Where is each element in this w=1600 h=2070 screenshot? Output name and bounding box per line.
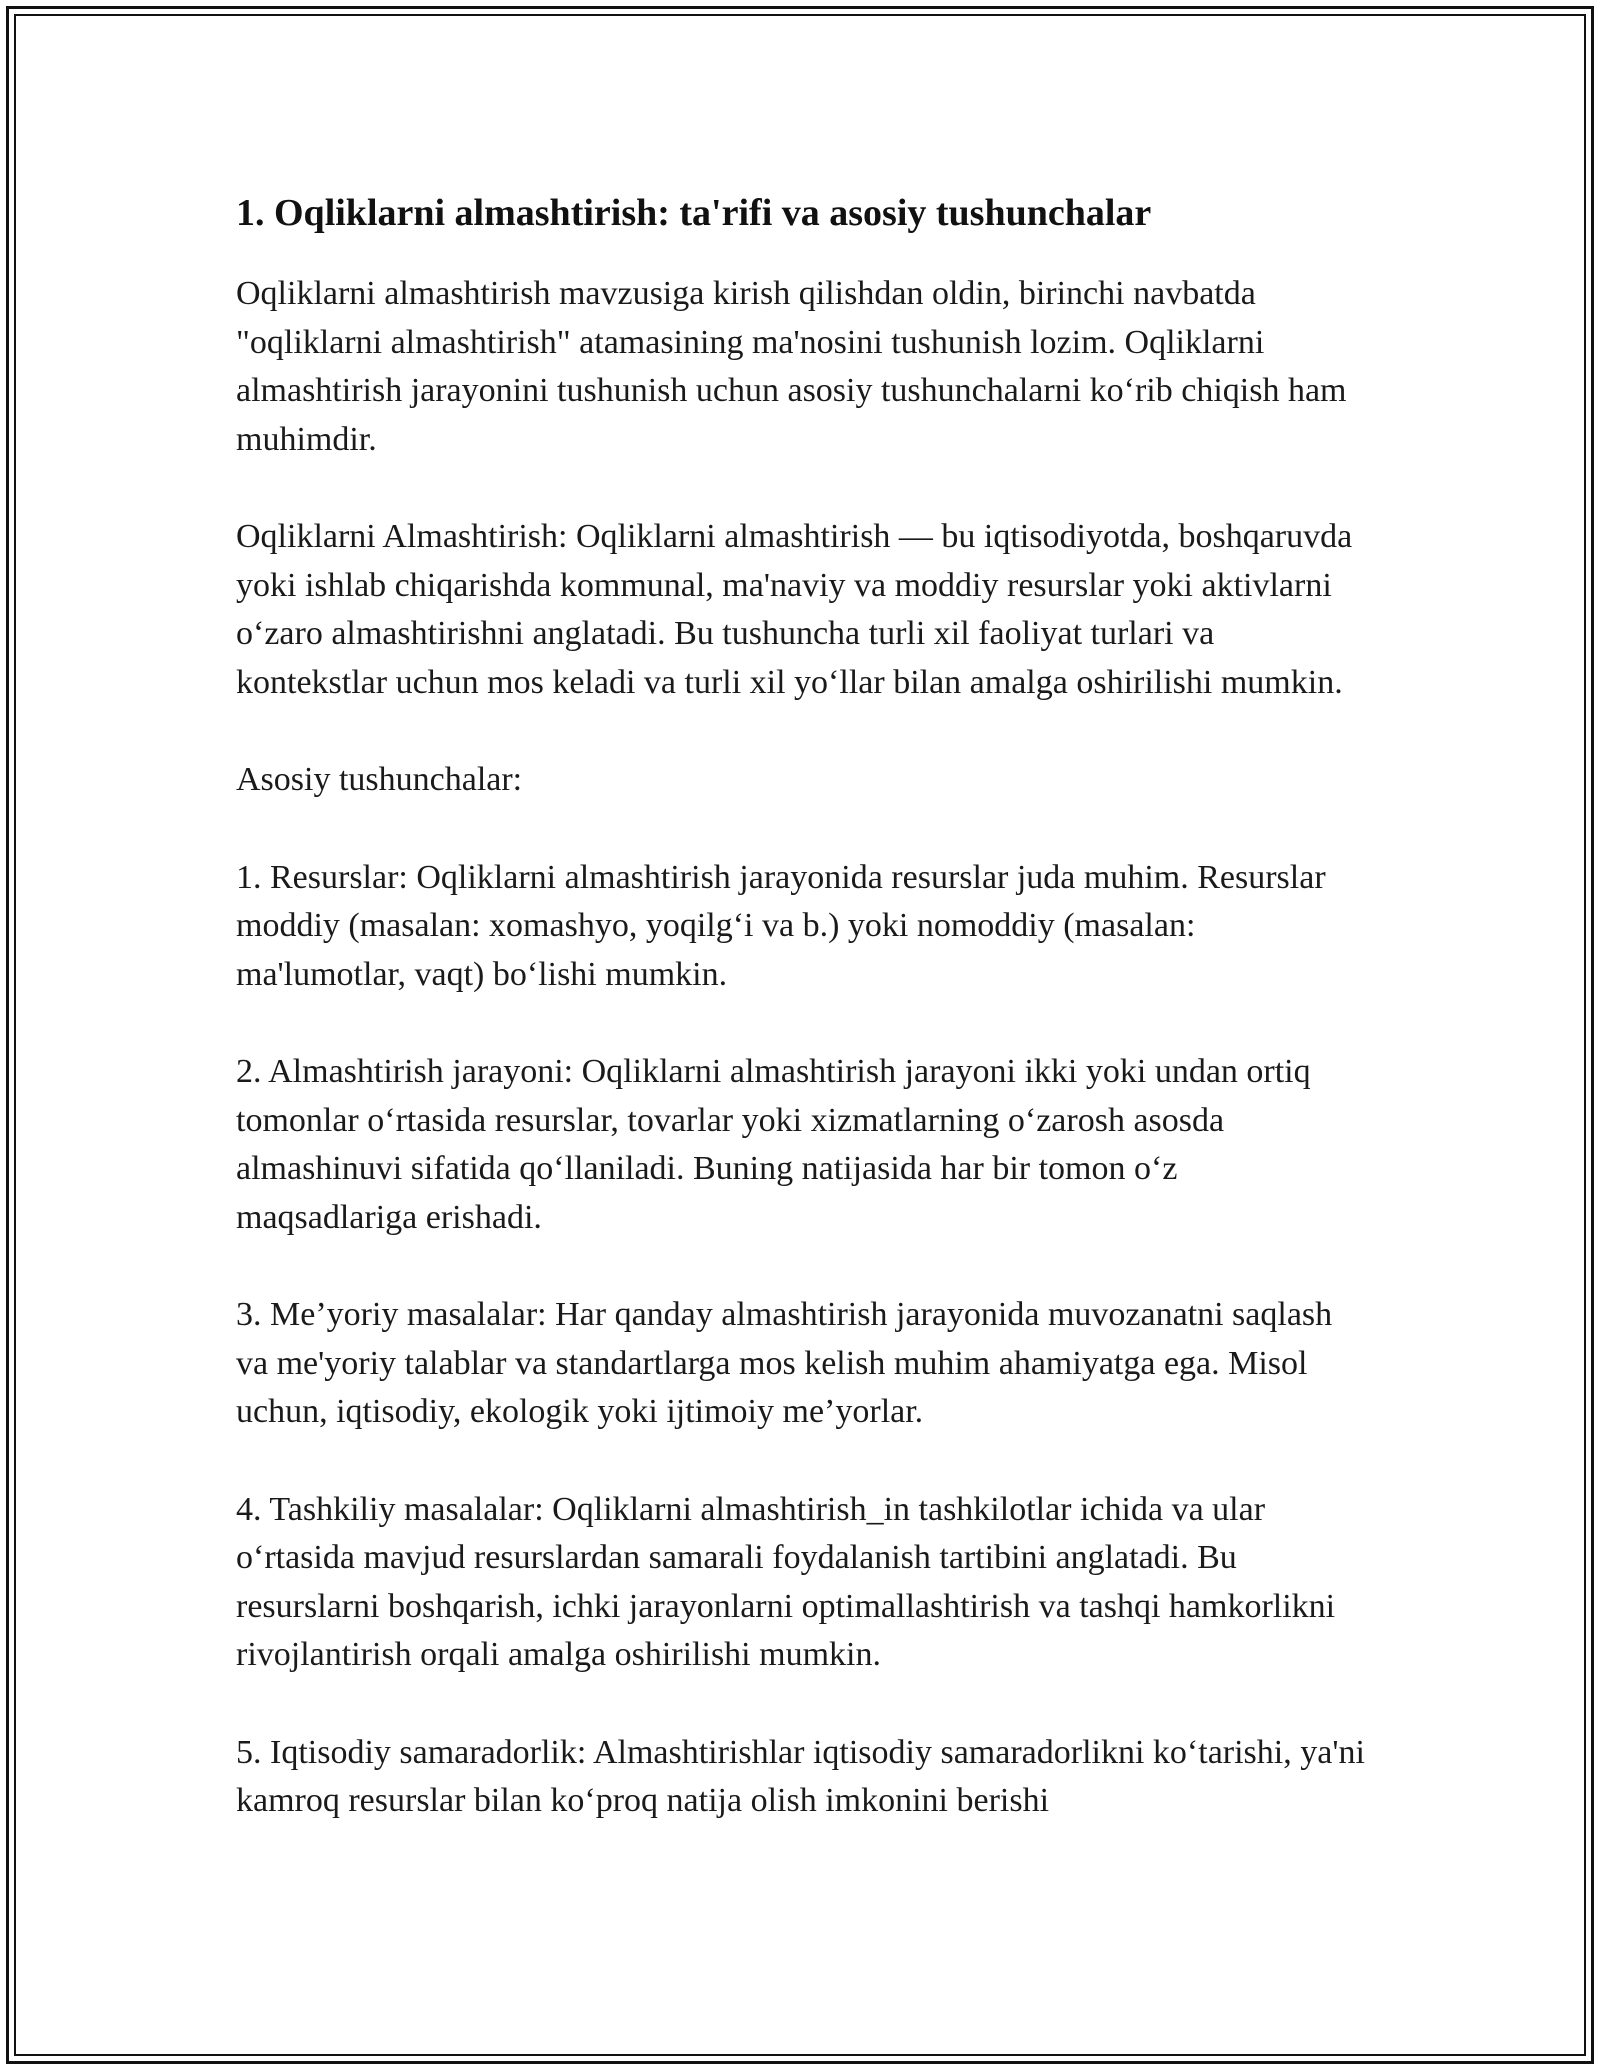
paragraph-resources: 1. Resurslar: Oqliklarni almashtirish jarayonida resurslar juda muhim. Resurslar moddiy (masalan: xomashyo, yoqilg‘i va b.) yoki nomoddiy (masalan: ma'lumotlar, vaqt) bo‘lishi mumkin. [236, 858, 1326, 993]
paragraph-definition: Oqliklarni Almashtirish: Oqliklarni almashtirish — bu iqtisodiyotda, boshqaruvda yoki ishlab chiqarishda kommunal, ma'naviy va moddiy resurslar yoki aktivlarni o‘zaro almashtirishni anglatadi. Bu tushuncha turli xil faoliyat turlari va kontekstlar uchun mos keladi va turli xil yo‘llar bilan amalga oshirilishi mumkin. [236, 518, 1353, 701]
paragraph-normative-issues: 3. Me’yoriy masalalar: Har qanday almashtirish jarayonida muvozanatni saqlash va me'yoriy talablar va standartlarga mos kelish muhim ahamiyatga ega. Misol uchun, iqtisodiy, ekologik yoki ijtimoiy me’yorlar. [236, 1296, 1333, 1430]
paragraph-key-concepts-label: Asosiy tushunchalar: [236, 761, 523, 798]
paragraph-exchange-process: 2. Almashtirish jarayoni: Oqliklarni almashtirish jarayoni ikki yoki undan ortiq tomonlar o‘rtasida resurslar, tovarlar yoki xizmatlarning o‘zarosh asosda almashinuvi sifatida qo‘llaniladi. Buning natijasida har bir tomon o‘z maqsadlariga erishadi. [236, 1053, 1311, 1236]
section-heading: 1. Oqliklarni almashtirish: ta'rifi va asosiy tushunchalar [236, 192, 1152, 234]
paragraph-intro: Oqliklarni almashtirish mavzusiga kirish qilishdan oldin, birinchi navbatda "oqliklarni almashtirish" atamasining ma'nosini tushunish lozim. Oqliklarni almashtirish jarayonini tushunish uchun asosiy tushunchalarni ko‘rib chiqish ham muhimdir. [236, 275, 1347, 458]
paragraph-economic-efficiency: 5. Iqtisodiy samaradorlik: Almashtirishlar iqtisodiy samaradorlikni ko‘tarishi, ya'ni kamroq resurslar bilan ko‘proq natija olish imkonini berishi [236, 1733, 1365, 1819]
document-body [236, 186, 1366, 1875]
paragraph-organizational-issues: 4. Tashkiliy masalalar: Oqliklarni almashtirish_in tashkilotlar ichida va ular o‘rtasida mavjud resurslardan samarali foydalanish tartibini anglatadi. Bu resurslarni boshqarish, ichki jarayonlarni optimallashtirish va tashqi hamkorlikni rivojlantirish orqali amalga oshirilishi mumkin. [236, 1490, 1336, 1673]
